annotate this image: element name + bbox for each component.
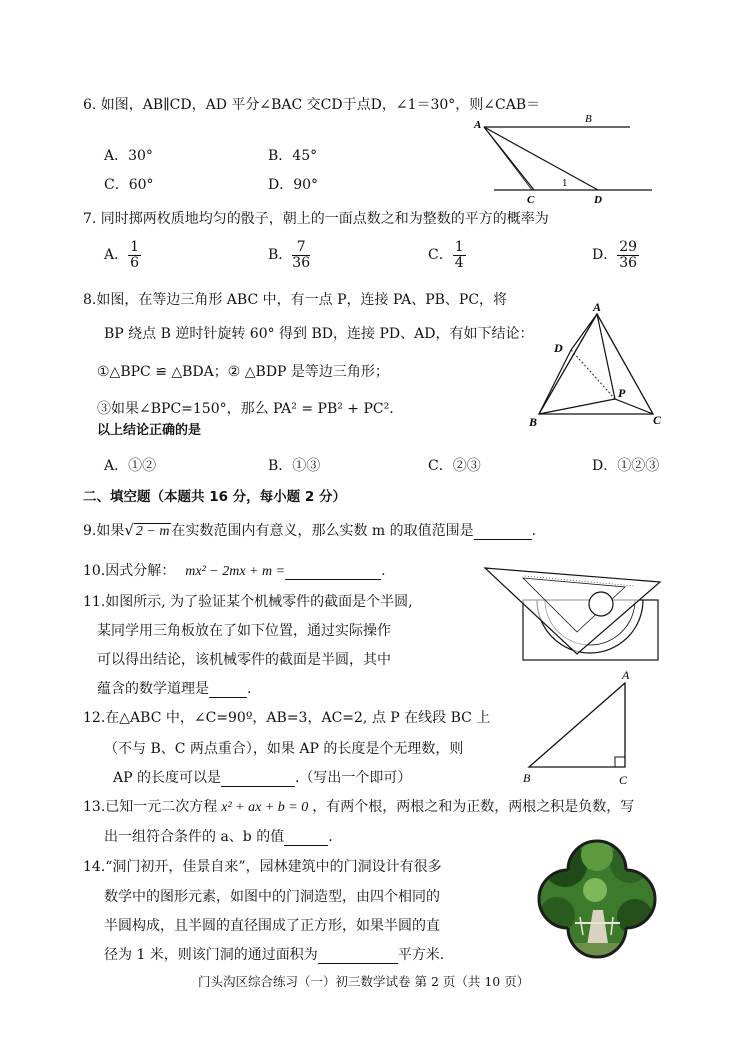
q6-option-a: A．30° bbox=[104, 148, 153, 164]
q12-line2: （不与 B、C 两点重合），如果 AP 的长度是个无理数，则 bbox=[104, 741, 464, 757]
q9: 9.如果√ 2 − m 在实数范围内有意义，那么实数 m 的取值范围是 . bbox=[83, 521, 537, 539]
q14-doorway-photo bbox=[535, 835, 660, 965]
q12-label-b: B bbox=[523, 771, 531, 785]
q12-figure bbox=[515, 665, 645, 790]
q11-line1: 11.如图所示, 为了验证某个机械零件的截面是个半圆, bbox=[83, 594, 413, 610]
q8-option-a: A．①② bbox=[104, 458, 157, 474]
q6-stem: 6. 如图，AB∥CD，AD 平分∠BAC 交CD于点D，∠1＝30°，则∠CAB＝ bbox=[83, 97, 541, 113]
q14-line1: 14.“洞门初开，佳景自来”，园林建筑中的门洞设计有很多 bbox=[83, 859, 442, 875]
q6-label-angle1: 1 bbox=[562, 179, 568, 189]
q8-line2: BP 绕点 B 逆时针旋转 60° 得到 BD，连接 PD、AD，有如下结论： bbox=[104, 326, 534, 342]
q8-option-b: B．①③ bbox=[268, 458, 321, 474]
q7-option-d: D． $\frac{29}{36}$ bbox=[592, 239, 638, 271]
q6-label-b: B bbox=[585, 113, 592, 125]
q6-figure bbox=[470, 110, 660, 205]
q14-line4: 径为 1 米，则该门洞的通过面积为 平方米. bbox=[104, 947, 445, 963]
section2-title: 二、填空题（本题共 16 分，每小题 2 分） bbox=[83, 489, 346, 505]
q8-line1: 8.如图，在等边三角形 ABC 中，有一点 P，连接 PA、PB、PC，将 bbox=[83, 292, 508, 308]
q9-radicand: 2 − m bbox=[135, 524, 170, 539]
q12-label-a: A bbox=[622, 668, 630, 682]
q8-option-c: C．②③ bbox=[428, 458, 481, 474]
q14-line3: 半圆构成，且半圆的直径围成了正方形，如果半圆的直 bbox=[104, 918, 440, 934]
q7-option-b: B． $\frac{7}{36}$ bbox=[268, 239, 311, 271]
q7-stem: 7. 同时掷两枚质地均匀的骰子，朝上的一面点数之和为整数的平方的概率为 bbox=[83, 211, 549, 227]
q6-label-a: A bbox=[474, 119, 482, 131]
q14-line2: 数学中的图形元素，如图中的门洞造型，由四个相同的 bbox=[104, 889, 440, 905]
q6-option-c: C．60° bbox=[104, 177, 154, 193]
q13-line2: 出一组符合条件的 a、b 的值 . bbox=[104, 829, 333, 845]
q8-option-d: D．①②③ bbox=[592, 458, 660, 474]
q7-option-a: A． $\frac{1}{6}$ bbox=[104, 239, 140, 271]
q8-label-c: C bbox=[653, 413, 662, 427]
q8-label-a: A bbox=[593, 300, 602, 314]
q11-line2: 某同学用三角板放在了如下位置，通过实际操作 bbox=[97, 623, 391, 639]
q6-option-d: D．90° bbox=[268, 177, 319, 193]
q8-label-d: D bbox=[554, 341, 563, 355]
q8-label-p: P bbox=[618, 386, 626, 400]
q12-line3: AP 的长度可以是 .（写出一个即可） bbox=[113, 770, 412, 786]
q6-label-c: C bbox=[527, 194, 535, 206]
q6-option-b: B．45° bbox=[268, 148, 318, 164]
q6-label-d: D bbox=[594, 194, 602, 206]
q8-line4: ③如果∠BPC=150°，那么 PA² = PB² + PC². bbox=[97, 401, 394, 417]
q8-line5: 以上结论正确的是 bbox=[97, 423, 202, 438]
q11-figure bbox=[485, 562, 665, 664]
page-footer: 门头沟区综合练习（一）初三数学试卷 第 2 页（共 10 页） bbox=[198, 974, 530, 989]
q8-label-b: B bbox=[529, 415, 538, 429]
q8-figure bbox=[525, 302, 665, 432]
q11-line3: 可以得出结论，该机械零件的截面是半圆，其中 bbox=[97, 652, 391, 668]
q12-line1: 12.在△ABC 中，∠C=90º，AB=3，AC=2, 点 P 在线段 BC 上 bbox=[83, 710, 491, 726]
q8-line3: ①△BPC ≌ △BDA；② △BDP 是等边三角形； bbox=[97, 364, 389, 380]
q7-option-c: C． $\frac{1}{4}$ bbox=[428, 239, 464, 271]
q12-label-c: C bbox=[619, 773, 628, 787]
q11-line4: 蕴含的数学道理是 . bbox=[97, 681, 252, 697]
q10: 10.因式分解： mx² − 2mx + m = . bbox=[83, 563, 386, 579]
q13-line1: 13.已知一元二次方程 x² + ax + b = 0 ，有两个根，两根之和为正数，两根之积是负数，写 bbox=[83, 799, 635, 815]
